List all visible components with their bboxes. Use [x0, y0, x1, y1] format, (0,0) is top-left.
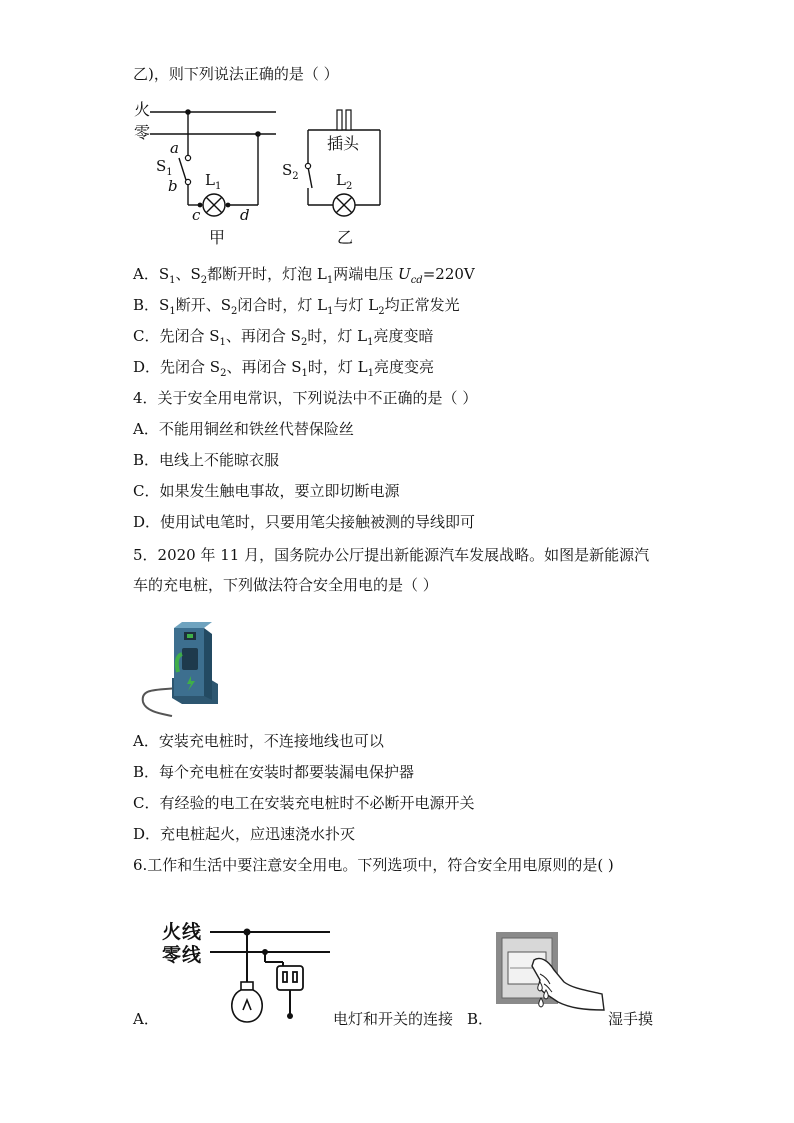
- node-live-junction: [185, 109, 191, 115]
- q6-option-a-label: A．: [133, 1010, 159, 1028]
- q4-stem: 4．关于安全用电常识，下列说法中不正确的是（ ）: [133, 389, 478, 407]
- q6-lamp-switch-circuit: [205, 920, 340, 1030]
- q6-stem: 6.工作和生活中要注意安全用电。下列选项中，符合安全用电原则的是( ): [133, 856, 614, 874]
- label-lamp-l1: $L_1$: [205, 171, 222, 192]
- switch-terminal-b: [185, 179, 190, 184]
- charger-top: [174, 622, 212, 628]
- label-live: 火: [134, 100, 151, 119]
- q5-stem-line2: 车的充电桩，下列做法符合安全用电的是（ ）: [133, 576, 438, 594]
- bulb-icon: [232, 982, 262, 1022]
- socket-icon: [277, 966, 303, 990]
- q3-option-c: C．先闭合 $S_1$、再闭合 $S_2$时，灯 $L_1$亮度变暗: [133, 327, 434, 348]
- q3-option-b: B．$S_1$断开、$S_2$闭合时，灯 $L_1$与灯 $L_2$均正常发光: [133, 296, 460, 317]
- q6-label-live: 火线: [162, 921, 203, 943]
- q6-option-b-label: B．: [467, 1010, 494, 1028]
- caption-yi: 乙: [337, 228, 354, 247]
- switch-terminal-a: [185, 155, 190, 160]
- label-neutral: 零: [134, 123, 151, 142]
- label-plug: 插头: [327, 134, 360, 153]
- q5-option-a: A．安装充电桩时，不连接地线也可以: [133, 732, 384, 750]
- label-point-d: d: [240, 206, 250, 224]
- label-switch-s1: $S_1$: [156, 157, 173, 178]
- label-lamp-l2: $L_2$: [336, 171, 353, 192]
- label-switch-s2: $S_2$: [282, 161, 299, 182]
- charger-side: [204, 628, 212, 700]
- q6-label-neutral: 零线: [162, 944, 203, 966]
- q4-option-d: D．使用试电笔时，只要用笔尖接触被测的导线即可: [133, 513, 476, 531]
- charger-socket: [182, 648, 198, 670]
- q4-option-c: C．如果发生触电事故，要立即切断电源: [133, 482, 400, 500]
- lamp-l2-icon: [333, 194, 355, 216]
- q5-option-c: C．有经验的电工在安装充电桩时不必断开电源开关: [133, 794, 475, 812]
- q6-option-a-caption: 电灯和开关的连接: [333, 1010, 454, 1028]
- q5-stem-line1: 5．2020 年 11 月，国务院办公厅提出新能源汽车发展战略。如图是新能源汽: [133, 546, 650, 564]
- caption-jia: 甲: [209, 228, 226, 247]
- label-point-c: c: [192, 206, 201, 224]
- q6-option-b-caption: 湿手摸: [608, 1010, 654, 1028]
- q3-stem-tail: 乙)，则下列说法正确的是（ ）: [133, 65, 339, 83]
- lamp-l1-icon: [203, 194, 225, 216]
- charging-pile-image: [138, 618, 228, 718]
- label-point-a: a: [170, 139, 179, 157]
- plug-icon: [337, 110, 351, 130]
- q4-option-b: B．电线上不能晾衣服: [133, 451, 280, 469]
- node-neutral-junction: [255, 131, 261, 137]
- q5-option-b: B．每个充电桩在安装时都要装漏电保护器: [133, 763, 415, 781]
- switch-s2-terminal: [305, 163, 310, 168]
- q3-option-d: D．先闭合 $S_2$、再闭合 $S_1$时，灯 $L_1$亮度变亮: [133, 358, 434, 379]
- q5-option-d: D．充电桩起火，应迅速浇水扑灭: [133, 825, 356, 843]
- q3-option-a: A．$S_1$、$S_2$都断开时，灯泡 $L_1$两端电压 $U_{cd}=220V$: [133, 265, 475, 286]
- label-point-b: b: [168, 177, 178, 195]
- circuit-jia-nodes: [185, 109, 261, 137]
- wet-hand-switch-image: [494, 930, 606, 1030]
- node-d: [226, 203, 231, 208]
- q4-option-a: A．不能用铜丝和铁丝代替保险丝: [133, 420, 354, 438]
